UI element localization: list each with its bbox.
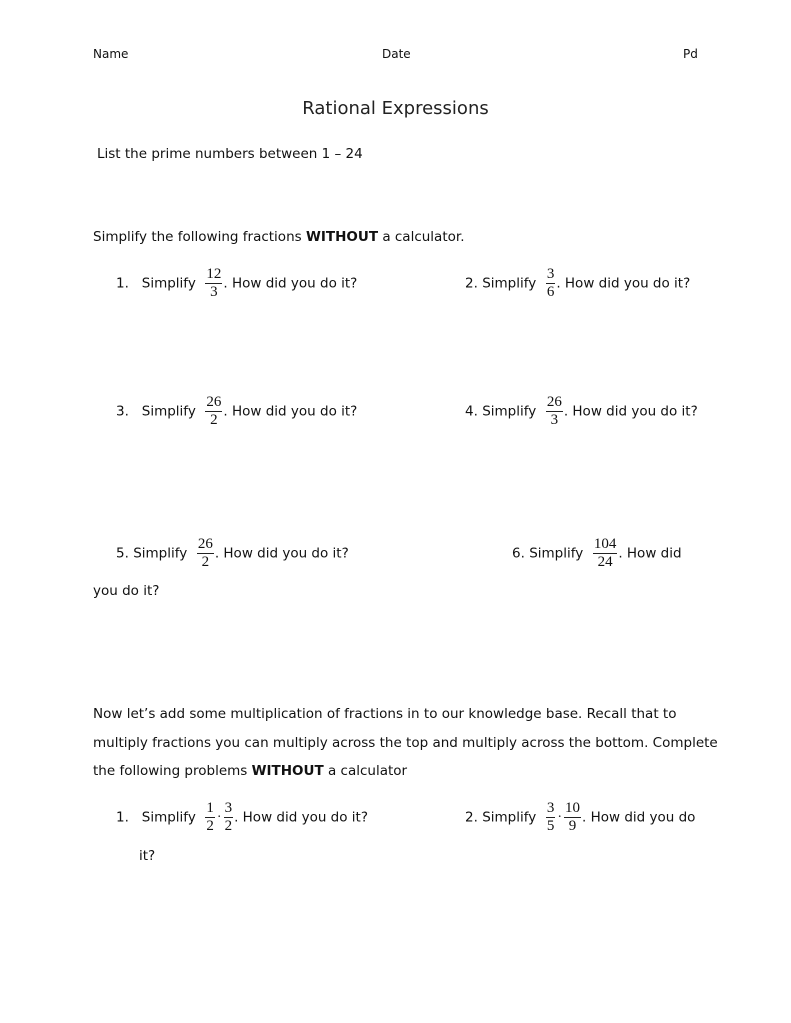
period-label: Pd [683, 47, 698, 61]
problem-4: 4. Simplify $\frac{26}{3}$ . How did you do it? [465, 394, 698, 428]
problem-5: 5. Simplify $\frac{26}{2}$ . How did you do it? [116, 536, 349, 570]
fraction: $\frac{10}{9}$ [565, 800, 580, 834]
fraction: $\frac{12}{3}$ [206, 266, 222, 300]
fraction: $\frac{104}{24}$ [593, 536, 617, 570]
problem-1: 1. Simplify $\frac{12}{3}$ . How did you do it? [116, 266, 358, 300]
section1-intro: Simplify the following fractions WITHOUT a calculator. [93, 229, 465, 245]
section2-line-1: Now let’s add some multiplication of fractions in to our knowledge base. Recall that to [93, 706, 677, 722]
section2-line-2: multiply fractions you can multiply across the top and multiply across the bottom. Complete [93, 735, 718, 751]
section2-line-3: the following problems WITHOUT a calculator [93, 763, 408, 779]
problem-6: 6. Simplify $\frac{104}{24}$ . How did [512, 536, 682, 570]
date-label: Date [382, 47, 411, 61]
fraction: $\frac{3}{6}$ [546, 266, 555, 300]
fraction: $\frac{3}{5}$ [546, 800, 555, 834]
page-title: Rational Expressions [302, 98, 489, 119]
fraction: $\frac{3}{2}$ [224, 800, 233, 834]
fraction: $\frac{1}{2}$ [206, 800, 214, 834]
fraction: $\frac{26}{3}$ [546, 394, 562, 428]
fraction: $\frac{26}{2}$ [197, 536, 213, 570]
prime-prompt: List the prime numbers between 1 – 24 [97, 146, 363, 162]
problem-2: 2. Simplify $\frac{3}{6}$ . How did you do it? [465, 266, 691, 300]
problem-6-wrap: you do it? [93, 583, 160, 599]
mult-problem-2-wrap: it? [139, 848, 156, 864]
problem-3: 3. Simplify $\frac{26}{2}$ . How did you do it? [116, 394, 358, 428]
mult-problem-1: 1. Simplify $\frac{1}{2}$ · $\frac{3}{2}$ . How did you do it? [116, 800, 369, 834]
fraction: $\frac{26}{2}$ [206, 394, 222, 428]
mult-problem-2: 2. Simplify $\frac{3}{5}$ · $\frac{10}{9}$ . How did you do [465, 800, 696, 834]
name-label: Name [93, 47, 129, 61]
